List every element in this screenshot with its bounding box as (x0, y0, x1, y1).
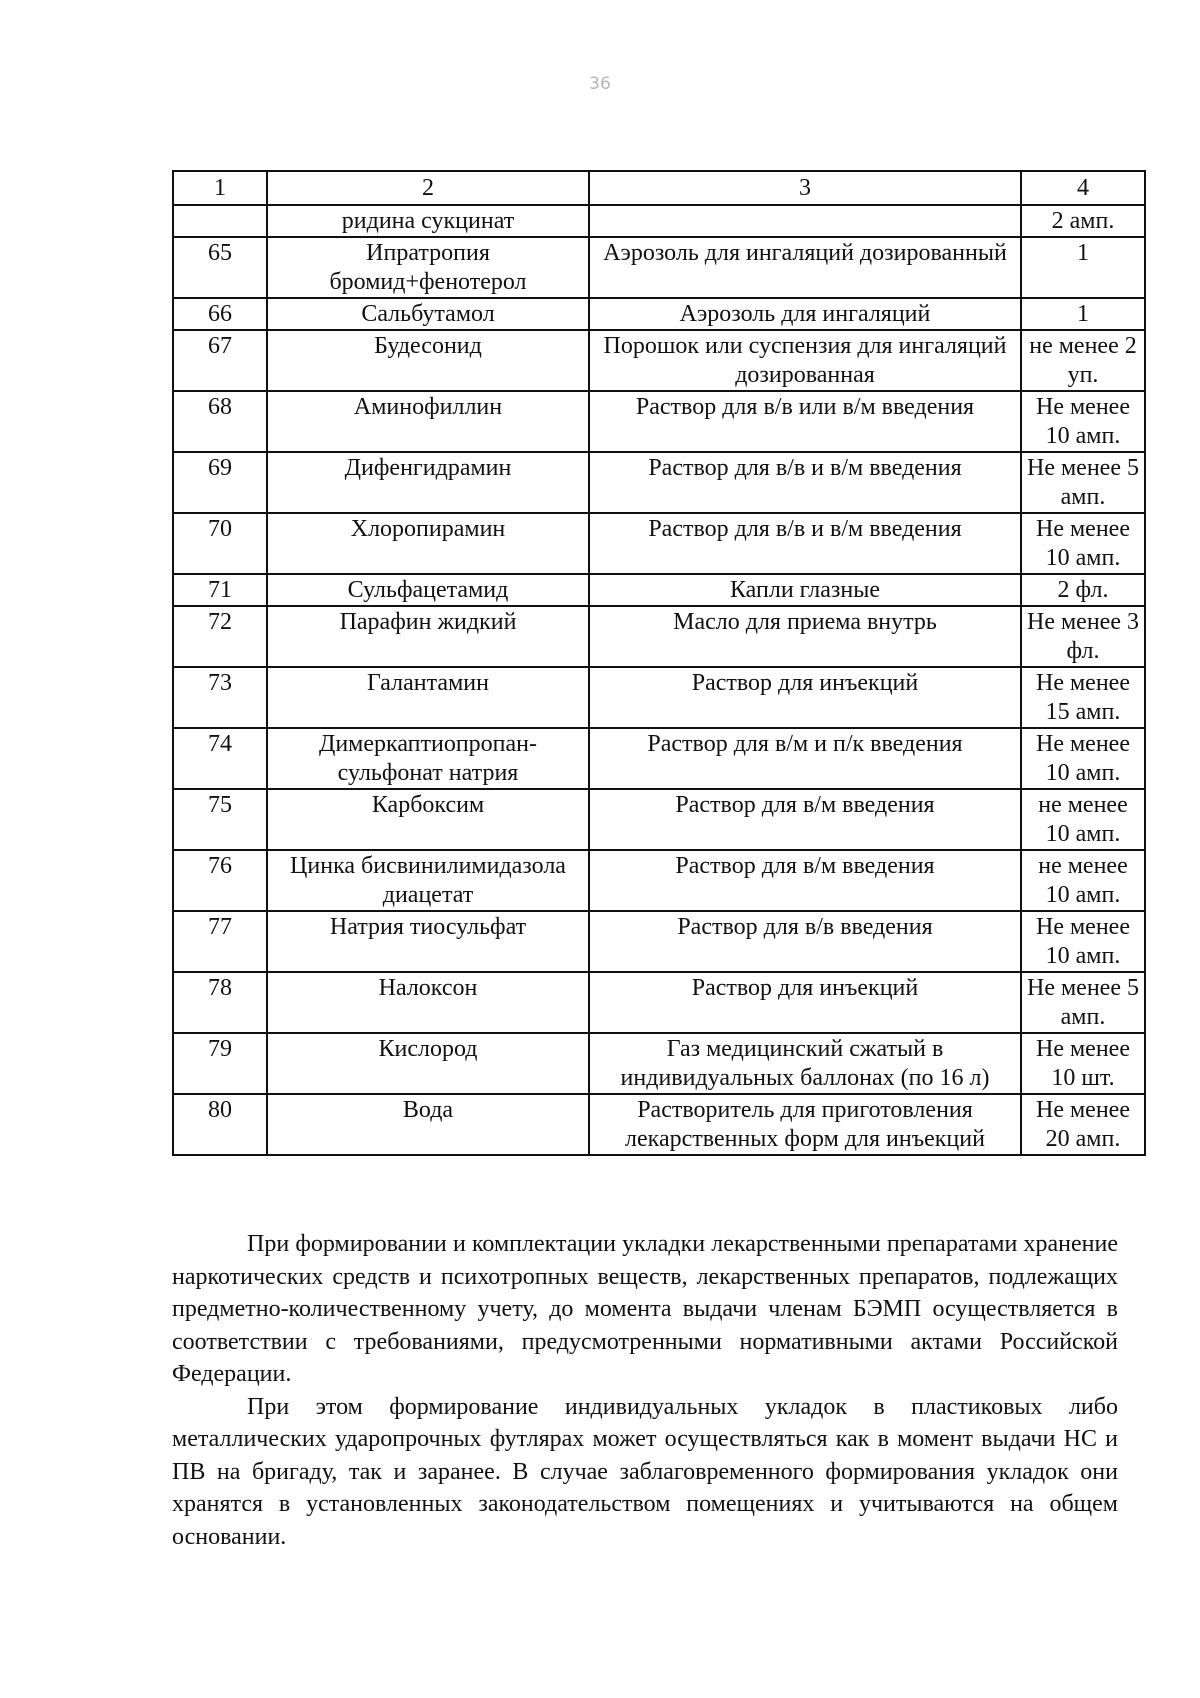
table-row (173, 667, 1145, 728)
table-row (173, 391, 1145, 452)
drug-name-cell: Сальбутамол (267, 298, 589, 330)
row-number-cell (173, 205, 267, 237)
table-row (173, 911, 1145, 972)
table-row (173, 606, 1145, 667)
drug-name-cell: Хлоропирамин (267, 513, 589, 574)
dosage-form-cell: Растворитель для приготовления лекарственных форм для инъекций (589, 1094, 1021, 1155)
dosage-form-cell: Аэрозоль для ингаляций дозированный (589, 237, 1021, 298)
column-header-form: 3 (589, 171, 1021, 205)
row-number-cell: 65 (173, 237, 267, 298)
dosage-form-cell: Порошок или суспензия для ингаляций дозированная (589, 330, 1021, 391)
drug-name-cell: Налоксон (267, 972, 589, 1033)
row-number-cell: 71 (173, 574, 267, 606)
column-header-quantity: 4 (1021, 171, 1145, 205)
drug-name-cell: Аминофиллин (267, 391, 589, 452)
drug-name-cell: Будесонид (267, 330, 589, 391)
drug-name-cell: ридина сукцинат (267, 205, 589, 237)
table-row (173, 574, 1145, 606)
table-row (173, 513, 1145, 574)
quantity-cell: Не менее 10 амп. (1021, 513, 1145, 574)
table-row (173, 972, 1145, 1033)
quantity-cell: Не менее 5 амп. (1021, 452, 1145, 513)
row-number-cell: 70 (173, 513, 267, 574)
quantity-cell: Не менее 10 амп. (1021, 391, 1145, 452)
dosage-form-cell: Раствор для в/в введения (589, 911, 1021, 972)
quantity-cell: Не менее 10 амп. (1021, 911, 1145, 972)
quantity-cell: Не менее 5 амп. (1021, 972, 1145, 1033)
row-number-cell: 77 (173, 911, 267, 972)
table-row (173, 237, 1145, 298)
drug-name-cell: Парафин жидкий (267, 606, 589, 667)
drug-name-cell: Дифенгидрамин (267, 452, 589, 513)
quantity-cell: не менее 2 уп. (1021, 330, 1145, 391)
dosage-form-cell: Раствор для инъекций (589, 972, 1021, 1033)
row-number-cell: 73 (173, 667, 267, 728)
row-number-cell: 76 (173, 850, 267, 911)
quantity-cell: не менее 10 амп. (1021, 850, 1145, 911)
table-row (173, 452, 1145, 513)
table-row (173, 850, 1145, 911)
quantity-cell: 2 амп. (1021, 205, 1145, 237)
drug-name-cell: Карбоксим (267, 789, 589, 850)
table-row (173, 298, 1145, 330)
row-number-cell: 72 (173, 606, 267, 667)
dosage-form-cell: Капли глазные (589, 574, 1021, 606)
table-row (173, 728, 1145, 789)
drug-name-cell: Цинка бисвинилимидазола диацетат (267, 850, 589, 911)
drug-name-cell: Кислород (267, 1033, 589, 1094)
dosage-form-cell: Раствор для в/в или в/м введения (589, 391, 1021, 452)
quantity-cell: не менее 10 амп. (1021, 789, 1145, 850)
dosage-form-cell: Раствор для в/в и в/м введения (589, 452, 1021, 513)
table-row (173, 330, 1145, 391)
row-number-cell: 66 (173, 298, 267, 330)
page-number: 36 (589, 74, 611, 94)
row-number-cell: 69 (173, 452, 267, 513)
row-number-cell: 67 (173, 330, 267, 391)
row-number-cell: 74 (173, 728, 267, 789)
quantity-cell: Не менее 10 шт. (1021, 1033, 1145, 1094)
row-number-cell: 68 (173, 391, 267, 452)
table-row (173, 789, 1145, 850)
column-header-name: 2 (267, 171, 589, 205)
dosage-form-cell: Масло для приема внутрь (589, 606, 1021, 667)
dosage-form-cell: Раствор для в/м и п/к введения (589, 728, 1021, 789)
drug-name-cell: Натрия тиосульфат (267, 911, 589, 972)
paragraph-kit-formation: При этом формирование индивидуальных укладок в пластиковых либо металлических ударопрочных футлярах может осуществляться как в момент выдачи НС и ПВ на бригаду, так и заранее. В случае заблаговременного формирования укладок они хранятся в установленных законодательством помещениях и учитываются на общем основании. (172, 1393, 1118, 1550)
dosage-form-cell (589, 205, 1021, 237)
row-number-cell: 80 (173, 1094, 267, 1155)
drug-name-cell: Галантамин (267, 667, 589, 728)
quantity-cell: Не менее 3 фл. (1021, 606, 1145, 667)
quantity-cell: 2 фл. (1021, 574, 1145, 606)
quantity-cell: Не менее 20 амп. (1021, 1094, 1145, 1155)
quantity-cell: 1 (1021, 237, 1145, 298)
dosage-form-cell: Раствор для инъекций (589, 667, 1021, 728)
row-number-cell: 75 (173, 789, 267, 850)
dosage-form-cell: Раствор для в/м введения (589, 789, 1021, 850)
drug-name-cell: Сульфацетамид (267, 574, 589, 606)
drug-name-cell: Вода (267, 1094, 589, 1155)
dosage-form-cell: Раствор для в/м введения (589, 850, 1021, 911)
table-row (173, 205, 1145, 237)
drug-name-cell: Димеркаптиопропан- сульфонат натрия (267, 728, 589, 789)
table-header-row (173, 171, 1145, 205)
medication-table (172, 170, 1146, 1156)
dosage-form-cell: Газ медицинский сжатый в индивидуальных баллонах (по 16 л) (589, 1033, 1021, 1094)
quantity-cell: Не менее 15 амп. (1021, 667, 1145, 728)
dosage-form-cell: Аэрозоль для ингаляций (589, 298, 1021, 330)
drug-name-cell: Ипратропия бромид+фенотерол (267, 237, 589, 298)
table-row (173, 1094, 1145, 1155)
paragraph-storage-requirements: При формировании и комплектации укладки лекарственными препаратами хранение наркотических средств и психотропных веществ, лекарственных препаратов, подлежащих предметно-количественному учету, до момента выдачи членам БЭМП осуществляется в соответствии с требованиями, предусмотренными нормативными актами Российской Федерации. (172, 1231, 1118, 1387)
table-row (173, 1033, 1145, 1094)
body-text (172, 1228, 1118, 1553)
quantity-cell: Не менее 10 амп. (1021, 728, 1145, 789)
column-header-number: 1 (173, 171, 267, 205)
row-number-cell: 79 (173, 1033, 267, 1094)
quantity-cell: 1 (1021, 298, 1145, 330)
dosage-form-cell: Раствор для в/в и в/м введения (589, 513, 1021, 574)
row-number-cell: 78 (173, 972, 267, 1033)
